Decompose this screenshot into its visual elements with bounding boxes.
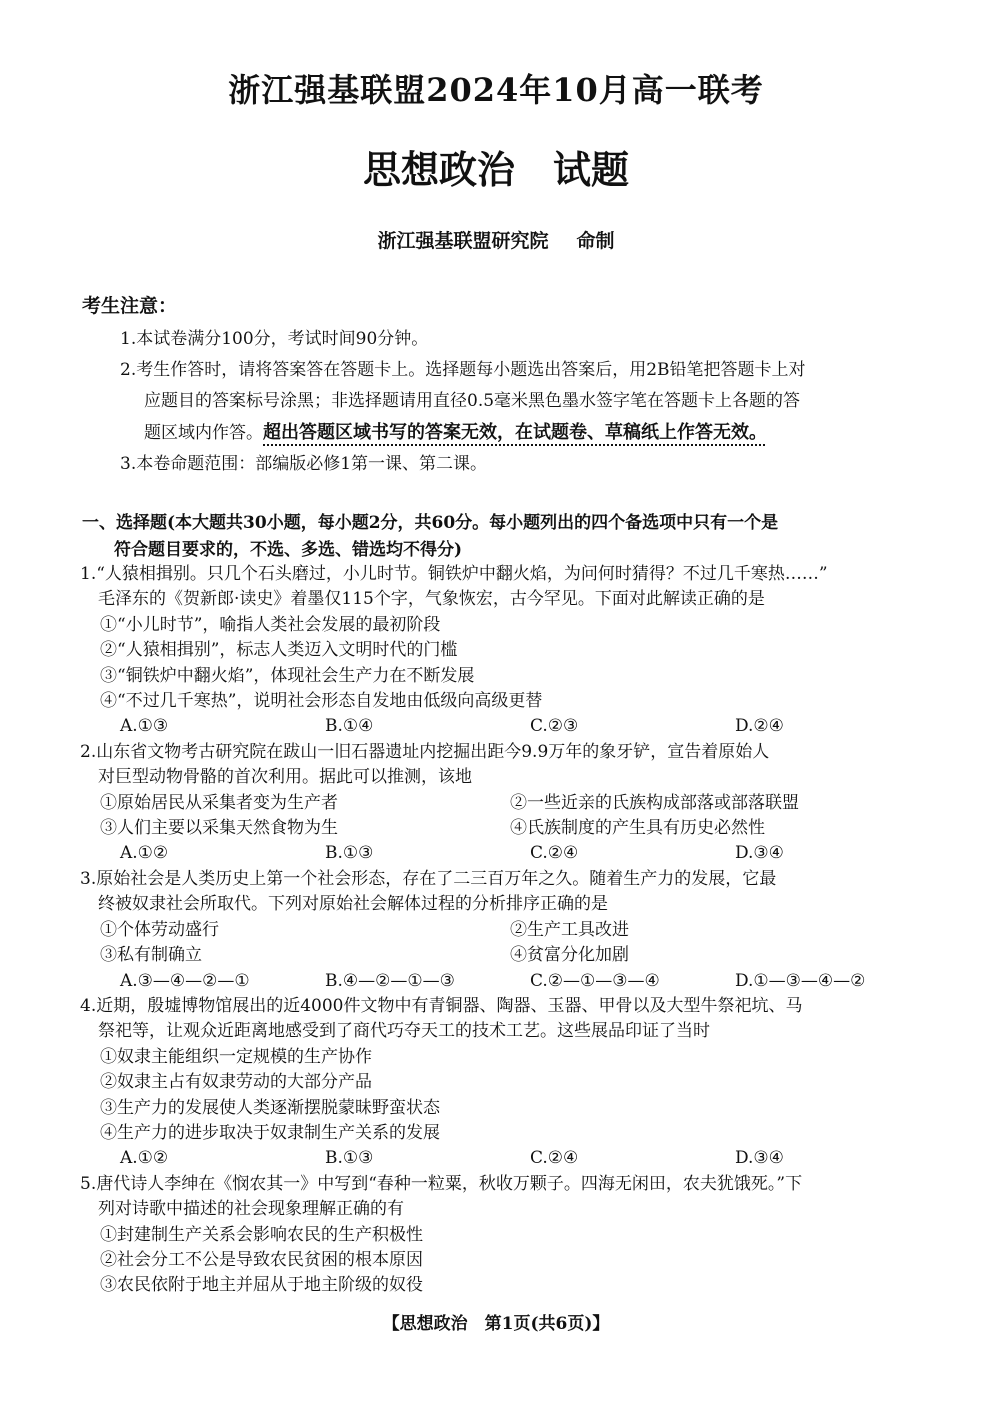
list-item: ③人们主要以采集天然食物为生 xyxy=(100,818,338,839)
list-item: ②一些近亲的氏族构成部落或部落联盟 xyxy=(510,792,799,813)
answer-options xyxy=(80,1146,922,1171)
question-stem: 2.山东省文物考古研究院在跋山一旧石器遗址内挖掘出距今9.9万年的象牙铲，宣告着原始人 xyxy=(80,741,770,762)
question-items xyxy=(80,613,922,715)
list-item: ③生产力的发展使人类逐渐摆脱蒙昧野蛮状态 xyxy=(100,1097,440,1118)
question-1 xyxy=(80,562,922,740)
question-stem-cont: 毛泽东的《贺新郎·读史》着墨仅115个字，气象恢宏，古今罕见。下面对此解读正确的是 xyxy=(98,589,765,610)
option-c: C.②④ xyxy=(530,843,579,864)
question-stem-cont: 终被奴隶社会所取代。下列对原始社会解体过程的分析排序正确的是 xyxy=(98,894,608,915)
author-suffix: 命制 xyxy=(576,230,615,252)
option-a: A.①② xyxy=(120,1148,169,1169)
answer-options xyxy=(80,714,922,739)
list-item: ③“铜铁炉中翻火焰”，体现社会生产力在不断发展 xyxy=(100,665,475,686)
question-items xyxy=(80,1045,922,1147)
page-footer: 【思想政治 第1页(共6页)】 xyxy=(382,1314,610,1334)
question-2 xyxy=(80,740,922,867)
author-line xyxy=(0,226,992,256)
subject-title xyxy=(0,144,992,196)
question-stem: 3.原始社会是人类历史上第一个社会形态，存在了二三百万年之久。随着生产力的发展，它最 xyxy=(80,868,777,889)
notice-item-2-line-2: 应题目的答案标号涂黑；非选择题请用直径0.5毫米黑色墨水签字笔在答题卡上各题的答 xyxy=(144,391,801,411)
option-c: C.②—①—③—④ xyxy=(530,970,660,991)
option-b: B.①④ xyxy=(325,716,374,737)
list-item: ②生产工具改进 xyxy=(510,919,629,940)
section-line-1: 一、选择题(本大题共30小题，每小题2分，共60分。每小题列出的四个备选项中只有一个是 xyxy=(82,513,779,533)
answer-options xyxy=(80,841,922,866)
section-line-2: 符合题目要求的，不选、多选、错选均不得分) xyxy=(114,540,463,560)
notice-item-2-line-1: 2.考生作答时，请将答案答在答题卡上。选择题每小题选出答案后，用2B铅笔把答题卡上对 xyxy=(120,360,806,380)
paper-type: 试题 xyxy=(553,147,630,192)
option-a: A.①③ xyxy=(120,716,169,737)
option-a: A.③—④—②—① xyxy=(120,970,250,991)
question-items xyxy=(80,791,922,842)
option-b: B.④—②—①—③ xyxy=(325,970,455,991)
question-5 xyxy=(80,1172,922,1299)
question-stem: 5.唐代诗人李绅在《悯农其一》中写到“春种一粒粟，秋收万颗子。四海无闲田，农夫犹饿死。”下 xyxy=(80,1173,803,1194)
option-a: A.①② xyxy=(120,843,169,864)
question-3 xyxy=(80,867,922,994)
notice-heading: 考生注意： xyxy=(82,295,178,317)
question-items xyxy=(80,1223,922,1299)
question-stem-cont: 祭祀等，让观众近距离地感受到了商代巧夺天工的技术工艺。这些展品印证了当时 xyxy=(98,1021,710,1042)
list-item: ④氏族制度的产生具有历史必然性 xyxy=(510,818,765,839)
list-item: ①“小儿时节”，喻指人类社会发展的最初阶段 xyxy=(100,614,441,635)
option-d: D.②④ xyxy=(735,716,784,737)
question-list xyxy=(80,562,922,1299)
list-item: ④“不过几千寒热”，说明社会形态自发地由低级向高级更替 xyxy=(100,691,543,712)
list-item: ①奴隶主能组织一定规模的生产协作 xyxy=(100,1046,372,1067)
option-b: B.①③ xyxy=(325,1148,374,1169)
list-item: ②奴隶主占有奴隶劳动的大部分产品 xyxy=(100,1072,372,1093)
list-item: ①封建制生产关系会影响农民的生产积极性 xyxy=(100,1224,423,1245)
notice-item-3: 3.本卷命题范围：部编版必修1第一课、第二课。 xyxy=(120,454,488,474)
list-item: ①原始居民从采集者变为生产者 xyxy=(100,792,338,813)
question-stem-cont: 对巨型动物骨骼的首次利用。据此可以推测，该地 xyxy=(98,767,472,788)
option-c: C.②③ xyxy=(530,716,579,737)
notice-item-2-plain: 题区域内作答。 xyxy=(144,423,263,443)
list-item: ②社会分工不公是导致农民贫困的根本原因 xyxy=(100,1249,423,1270)
list-item: ①个体劳动盛行 xyxy=(100,919,219,940)
question-stem: 4.近期，殷墟博物馆展出的近4000件文物中有青铜器、陶器、玉器、甲骨以及大型牛祭祀坑、马 xyxy=(80,995,803,1016)
question-items xyxy=(80,918,922,969)
subject-name: 思想政治 xyxy=(362,147,515,192)
option-b: B.①③ xyxy=(325,843,374,864)
question-stem: 1.“人猿相揖别。只几个石头磨过，小儿时节。铜铁炉中翻火焰，为问何时猜得？不过几千寒热……” xyxy=(80,564,828,584)
notice-item-1: 1.本试卷满分100分，考试时间90分钟。 xyxy=(120,329,429,349)
notice-item-2-line-3 xyxy=(120,417,920,449)
section-heading xyxy=(82,510,922,564)
option-d: D.③④ xyxy=(735,843,784,864)
option-d: D.①—③—④—② xyxy=(735,970,866,991)
list-item: ④生产力的进步取决于奴隶制生产关系的发展 xyxy=(100,1122,440,1143)
notice-emphasis: 超出答题区域书写的答案无效，在试题卷、草稿纸上作答无效。 xyxy=(263,422,767,443)
option-c: C.②④ xyxy=(530,1148,579,1169)
answer-options xyxy=(80,969,922,994)
list-item: ④贫富分化加剧 xyxy=(510,945,629,966)
question-stem-cont: 列对诗歌中描述的社会现象理解正确的有 xyxy=(98,1199,404,1220)
list-item: ③私有制确立 xyxy=(100,945,202,966)
question-4 xyxy=(80,994,922,1172)
option-d: D.③④ xyxy=(735,1148,784,1169)
notice-list xyxy=(120,324,920,480)
exam-title: 浙江强基联盟2024年10月高一联考 xyxy=(228,71,764,109)
list-item: ②“人猿相揖别”，标志人类迈入文明时代的门槛 xyxy=(100,640,458,661)
list-item: ③农民依附于地主并屈从于地主阶级的奴役 xyxy=(100,1275,423,1296)
author-name: 浙江强基联盟研究院 xyxy=(377,230,549,252)
